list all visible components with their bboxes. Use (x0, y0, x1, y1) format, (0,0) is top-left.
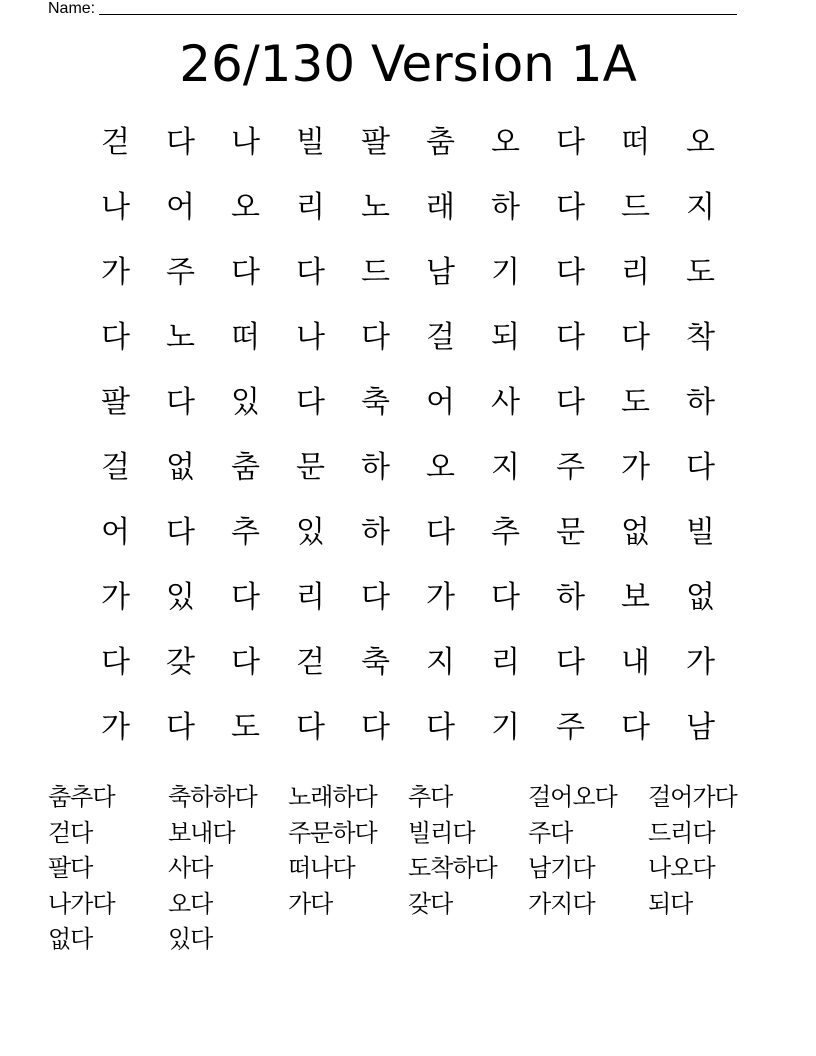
grid-cell: 다 (426, 710, 455, 745)
grid-cell: 리 (621, 255, 650, 290)
grid-cell: 남 (426, 255, 455, 290)
grid-cell: 다 (296, 710, 325, 745)
word-bank-item: 되다 (648, 889, 693, 918)
grid-cell: 빌 (686, 515, 715, 550)
word-bank-item: 걸어가다 (648, 783, 737, 812)
word-bank-row (48, 922, 768, 958)
grid-row (83, 110, 733, 175)
grid-cell: 다 (621, 320, 650, 355)
grid-cell: 추 (231, 515, 260, 550)
grid-cell: 오 (686, 125, 715, 160)
grid-cell: 팔 (101, 385, 130, 420)
grid-cell: 주 (166, 255, 195, 290)
grid-cell: 다 (361, 710, 390, 745)
word-bank-item: 나가다 (48, 889, 115, 918)
grid-cell: 다 (556, 645, 585, 680)
grid-cell: 나 (231, 125, 260, 160)
grid-cell: 다 (361, 320, 390, 355)
grid-cell: 가 (101, 255, 130, 290)
grid-cell: 드 (621, 190, 650, 225)
grid-cell: 지 (426, 645, 455, 680)
word-bank-item: 없다 (48, 925, 93, 954)
grid-cell: 다 (686, 450, 715, 485)
word-bank-item: 사다 (168, 854, 213, 883)
grid-cell: 하 (556, 580, 585, 615)
grid-cell: 기 (491, 710, 520, 745)
name-field (48, 0, 737, 18)
word-bank-item: 빌리다 (408, 818, 475, 847)
grid-cell: 축 (361, 645, 390, 680)
word-bank-item: 추다 (408, 783, 453, 812)
word-bank-item: 걸어오다 (528, 783, 617, 812)
word-bank-item: 드리다 (648, 818, 715, 847)
grid-cell: 다 (101, 645, 130, 680)
grid-cell: 다 (361, 580, 390, 615)
grid-cell: 빌 (296, 125, 325, 160)
grid-cell: 사 (491, 385, 520, 420)
grid-cell: 없 (621, 515, 650, 550)
grid-cell: 오 (426, 450, 455, 485)
word-bank-row (48, 780, 768, 816)
grid-cell: 어 (166, 190, 195, 225)
word-bank-item: 주문하다 (288, 818, 377, 847)
grid-cell: 떠 (621, 125, 650, 160)
grid-row (83, 435, 733, 500)
word-bank-item: 노래하다 (288, 783, 377, 812)
word-bank-item: 주다 (528, 818, 573, 847)
grid-cell: 나 (296, 320, 325, 355)
grid-cell: 걸 (101, 450, 130, 485)
grid-cell: 다 (426, 515, 455, 550)
name-label: Name: (48, 0, 96, 17)
grid-cell: 가 (101, 710, 130, 745)
grid-cell: 떠 (231, 320, 260, 355)
grid-cell: 춤 (231, 450, 260, 485)
grid-cell: 기 (491, 255, 520, 290)
grid-cell: 춤 (426, 125, 455, 160)
grid-row (83, 565, 733, 630)
grid-cell: 다 (166, 515, 195, 550)
grid-cell: 되 (491, 320, 520, 355)
word-bank-item: 가지다 (528, 889, 595, 918)
word-bank-item: 가다 (288, 889, 333, 918)
grid-cell: 가 (101, 580, 130, 615)
grid-cell: 없 (166, 450, 195, 485)
word-bank-item: 남기다 (528, 854, 595, 883)
grid-cell: 팔 (361, 125, 390, 160)
grid-cell: 보 (621, 580, 650, 615)
word-bank-item: 떠나다 (288, 854, 355, 883)
grid-cell: 다 (621, 710, 650, 745)
grid-cell: 다 (556, 255, 585, 290)
grid-cell: 어 (101, 515, 130, 550)
word-bank (48, 780, 768, 958)
grid-cell: 문 (556, 515, 585, 550)
grid-cell: 가 (621, 450, 650, 485)
word-search-grid (83, 110, 733, 760)
word-bank-row (48, 816, 768, 852)
grid-cell: 노 (166, 320, 195, 355)
grid-cell: 다 (556, 385, 585, 420)
grid-cell: 도 (621, 385, 650, 420)
word-bank-item: 오다 (168, 889, 213, 918)
grid-cell: 다 (166, 710, 195, 745)
word-bank-item: 축하하다 (168, 783, 257, 812)
grid-row (83, 175, 733, 240)
word-bank-item: 걷다 (48, 818, 93, 847)
grid-cell: 다 (101, 320, 130, 355)
grid-cell: 하 (686, 385, 715, 420)
grid-cell: 다 (166, 125, 195, 160)
grid-cell: 가 (426, 580, 455, 615)
word-bank-item: 있다 (168, 925, 213, 954)
grid-cell: 다 (231, 580, 260, 615)
grid-cell: 어 (426, 385, 455, 420)
grid-cell: 다 (556, 190, 585, 225)
grid-row (83, 370, 733, 435)
grid-cell: 오 (231, 190, 260, 225)
grid-cell: 있 (166, 580, 195, 615)
word-bank-row (48, 887, 768, 923)
grid-cell: 추 (491, 515, 520, 550)
grid-cell: 드 (361, 255, 390, 290)
grid-row (83, 630, 733, 695)
grid-row (83, 695, 733, 760)
grid-cell: 없 (686, 580, 715, 615)
grid-cell: 축 (361, 385, 390, 420)
grid-cell: 노 (361, 190, 390, 225)
grid-cell: 문 (296, 450, 325, 485)
grid-cell: 지 (686, 190, 715, 225)
grid-cell: 래 (426, 190, 455, 225)
grid-cell: 나 (101, 190, 130, 225)
grid-cell: 가 (686, 645, 715, 680)
word-bank-item: 춤추다 (48, 783, 115, 812)
grid-cell: 걷 (101, 125, 130, 160)
grid-row (83, 305, 733, 370)
grid-row (83, 500, 733, 565)
grid-cell: 다 (556, 320, 585, 355)
grid-cell: 내 (621, 645, 650, 680)
grid-row (83, 240, 733, 305)
page-title: 26/130 Version 1A (179, 35, 637, 93)
grid-cell: 도 (231, 710, 260, 745)
word-bank-item: 보내다 (168, 818, 235, 847)
grid-cell: 다 (296, 255, 325, 290)
grid-cell: 도 (686, 255, 715, 290)
grid-cell: 다 (166, 385, 195, 420)
grid-cell: 있 (296, 515, 325, 550)
grid-cell: 리 (296, 580, 325, 615)
grid-cell: 하 (491, 190, 520, 225)
grid-cell: 남 (686, 710, 715, 745)
grid-cell: 다 (491, 580, 520, 615)
word-bank-item: 갖다 (408, 889, 453, 918)
word-bank-item: 도착하다 (408, 854, 497, 883)
grid-cell: 다 (231, 645, 260, 680)
grid-cell: 하 (361, 515, 390, 550)
grid-cell: 리 (491, 645, 520, 680)
word-bank-item: 팔다 (48, 854, 93, 883)
grid-cell: 리 (296, 190, 325, 225)
grid-cell: 지 (491, 450, 520, 485)
word-bank-item: 나오다 (648, 854, 715, 883)
grid-cell: 주 (556, 450, 585, 485)
grid-cell: 하 (361, 450, 390, 485)
grid-cell: 갖 (166, 645, 195, 680)
grid-cell: 다 (556, 125, 585, 160)
name-underline (99, 0, 737, 15)
grid-cell: 착 (686, 320, 715, 355)
grid-cell: 다 (296, 385, 325, 420)
word-bank-row (48, 851, 768, 887)
grid-cell: 주 (556, 710, 585, 745)
grid-cell: 오 (491, 125, 520, 160)
grid-cell: 걷 (296, 645, 325, 680)
grid-cell: 다 (231, 255, 260, 290)
grid-cell: 걸 (426, 320, 455, 355)
grid-cell: 있 (231, 385, 260, 420)
